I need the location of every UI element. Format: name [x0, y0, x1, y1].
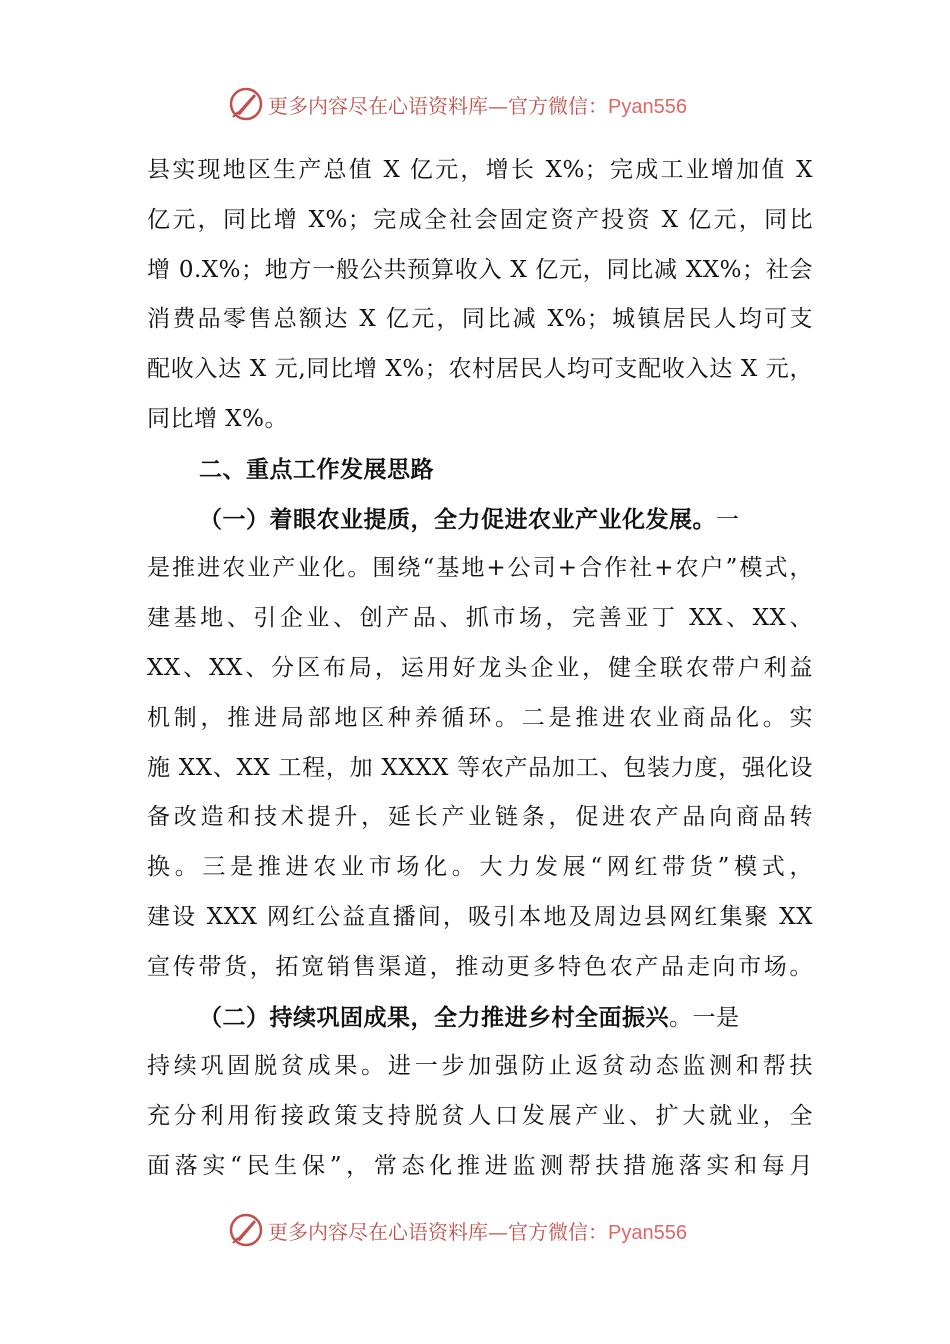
sub2-tail-text: 。一是	[669, 1004, 740, 1031]
header-wechat-label: 官方微信：	[508, 93, 608, 118]
header-separator: —	[488, 93, 508, 118]
footer-wechat-id: Pyan556	[608, 1221, 687, 1244]
body-line: 宣传带货，拓宽销售渠道，推动更多特色农产品走向市场。	[147, 953, 813, 980]
quill-logo-icon	[228, 1212, 264, 1248]
footer-brand: 更多内容尽在心语资料库	[268, 1219, 488, 1244]
body-line: 建设 XXX 网红公益直播间，吸引本地及周边县网红集聚 XX	[147, 903, 813, 930]
body-line: 增 0.X%；地方一般公共预算收入 X 亿元，同比减 XX%；社会	[147, 256, 813, 283]
body-line: 面落实“民生保”，常态化推进监测帮扶措施落实和每月	[147, 1152, 813, 1179]
body-line: 消费品零售总额达 X 亿元，同比减 X%；城镇居民人均可支	[147, 306, 813, 333]
body-line: 充分利用衔接政策支持脱贫人口发展产业、扩大就业，全	[147, 1103, 813, 1130]
footer-separator: —	[488, 1219, 508, 1244]
body-line: 备改造和技术提升，延长产业链条，促进农产品向商品转	[147, 804, 813, 831]
header-wechat-id: Pyan556	[608, 95, 687, 118]
body-line: 同比增 X%。	[147, 405, 289, 432]
subsection-heading-1	[147, 495, 813, 545]
quill-logo-icon	[228, 86, 264, 122]
document-body	[147, 146, 813, 1192]
footer-wechat-label: 官方微信：	[508, 1219, 608, 1244]
body-line: XX、XX、分区布局，运用好龙头企业，健全联农带户利益	[147, 654, 813, 681]
footer-banner	[228, 1210, 687, 1250]
body-line: 建基地、引企业、创产品、抓市场，完善亚丁 XX、XX、	[147, 605, 813, 632]
sub1-tail-text: 一	[716, 506, 740, 533]
subsection-heading-2	[147, 993, 813, 1043]
sub2-heading-text: （二）持续巩固成果，全力推进乡村全面振兴	[199, 1003, 669, 1031]
body-line: 亿元，同比增 X%；完成全社会固定资产投资 X 亿元，同比	[147, 206, 813, 233]
header-brand: 更多内容尽在心语资料库	[268, 93, 488, 118]
header-banner	[228, 84, 687, 124]
section-heading: 二、重点工作发展思路	[199, 455, 434, 483]
body-line: 县实现地区生产总值 X 亿元，增长 X%；完成工业增加值 X	[147, 157, 813, 183]
sub1-heading-text: （一）着眼农业提质，全力促进农业产业化发展。	[199, 505, 716, 533]
body-line: 施 XX、XX 工程，加 XXXX 等农产品加工、包装力度，强化设	[147, 754, 813, 781]
body-line: 换。三是推进农业市场化。大力发展“网红带货”模式，	[147, 854, 813, 881]
body-line: 配收入达 X 元,同比增 X%；农村居民人均可支配收入达 X 元，	[147, 356, 813, 383]
body-line: 持续巩固脱贫成果。进一步加强防止返贫动态监测和帮扶	[147, 1053, 813, 1080]
body-line: 机制，推进局部地区种养循环。二是推进农业商品化。实	[147, 704, 813, 731]
body-line: 是推进农业产业化。围绕“基地+公司+合作社+农户”模式，	[147, 555, 813, 582]
